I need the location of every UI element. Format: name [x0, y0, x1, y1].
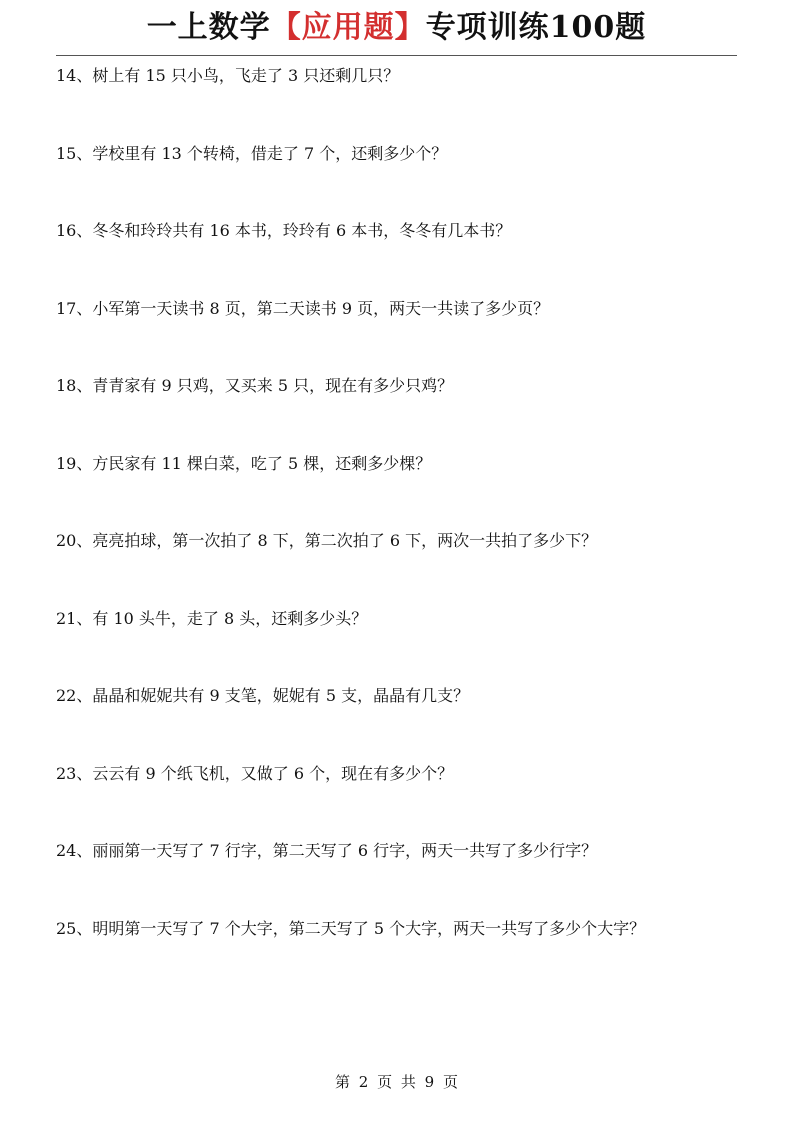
question-item-19: [56, 450, 756, 528]
question-text: 冬冬和玲玲共有 16 本书，玲玲有 6 本书，冬冬有几本书？: [92, 221, 512, 240]
question-text: 青青家有 9 只鸡，又买来 5 只，现在有多少只鸡？: [92, 376, 454, 395]
question-item-18: [56, 372, 756, 450]
question-number: 23、: [56, 763, 93, 783]
question-number: 15、: [56, 143, 93, 163]
question-item-21: [56, 605, 756, 683]
question-number: 25、: [56, 918, 93, 938]
question-item-15: [56, 140, 756, 218]
question-number: 24、: [56, 841, 93, 860]
question-number: 19、: [56, 453, 93, 473]
question-text: 树上有 15 只小鸟，飞走了 3 只还剩几只？: [92, 66, 400, 85]
question-item-17: [56, 295, 756, 373]
question-number: 22、: [56, 686, 93, 705]
question-text: 丽丽第一天写了 7 行字，第二天写了 6 行字，两天一共写了多少行字？: [92, 841, 598, 860]
title-suffix: 专项训练100题: [425, 10, 647, 45]
question-number: 17、: [56, 298, 93, 318]
question-item-14: [56, 62, 756, 140]
page-title: [0, 8, 793, 48]
question-text: 亮亮拍球，第一次拍了 8 下，第二次拍了 6 下，两次一共拍了多少下？: [92, 531, 598, 550]
question-text: 方民家有 11 棵白菜，吃了 5 棵，还剩多少棵？: [92, 453, 432, 473]
title-prefix: 一上数学: [146, 10, 271, 45]
question-text: 晶晶和妮妮共有 9 支笔，妮妮有 5 支，晶晶有几支？: [92, 686, 470, 705]
question-item-16: [56, 217, 756, 295]
header-divider: [56, 55, 737, 56]
question-item-20: [56, 527, 756, 605]
question-text: 明明第一天写了 7 个大字，第二天写了 5 个大字，两天一共写了多少个大字？: [92, 918, 646, 938]
question-text: 小军第一天读书 8 页，第二天读书 9 页，两天一共读了多少页？: [92, 298, 550, 318]
question-text: 有 10 头牛，走了 8 头，还剩多少头？: [92, 608, 368, 628]
question-text: 云云有 9 个纸飞机，又做了 6 个，现在有多少个？: [92, 763, 454, 783]
question-item-24: [56, 837, 756, 915]
question-number: 16、: [56, 221, 93, 240]
question-number: 21、: [56, 608, 93, 628]
question-item-25: [56, 915, 756, 993]
question-list: [56, 62, 756, 992]
question-text: 学校里有 13 个转椅，借走了 7 个，还剩多少个？: [92, 143, 448, 163]
question-item-23: [56, 760, 756, 838]
question-item-22: [56, 682, 756, 760]
question-number: 18、: [56, 376, 93, 395]
title-highlight: 【应用题】: [270, 10, 426, 45]
page-number-footer: 第 2 页 共 9 页: [335, 1073, 458, 1091]
question-number: 20、: [56, 531, 93, 550]
question-number: 14、: [56, 66, 93, 85]
